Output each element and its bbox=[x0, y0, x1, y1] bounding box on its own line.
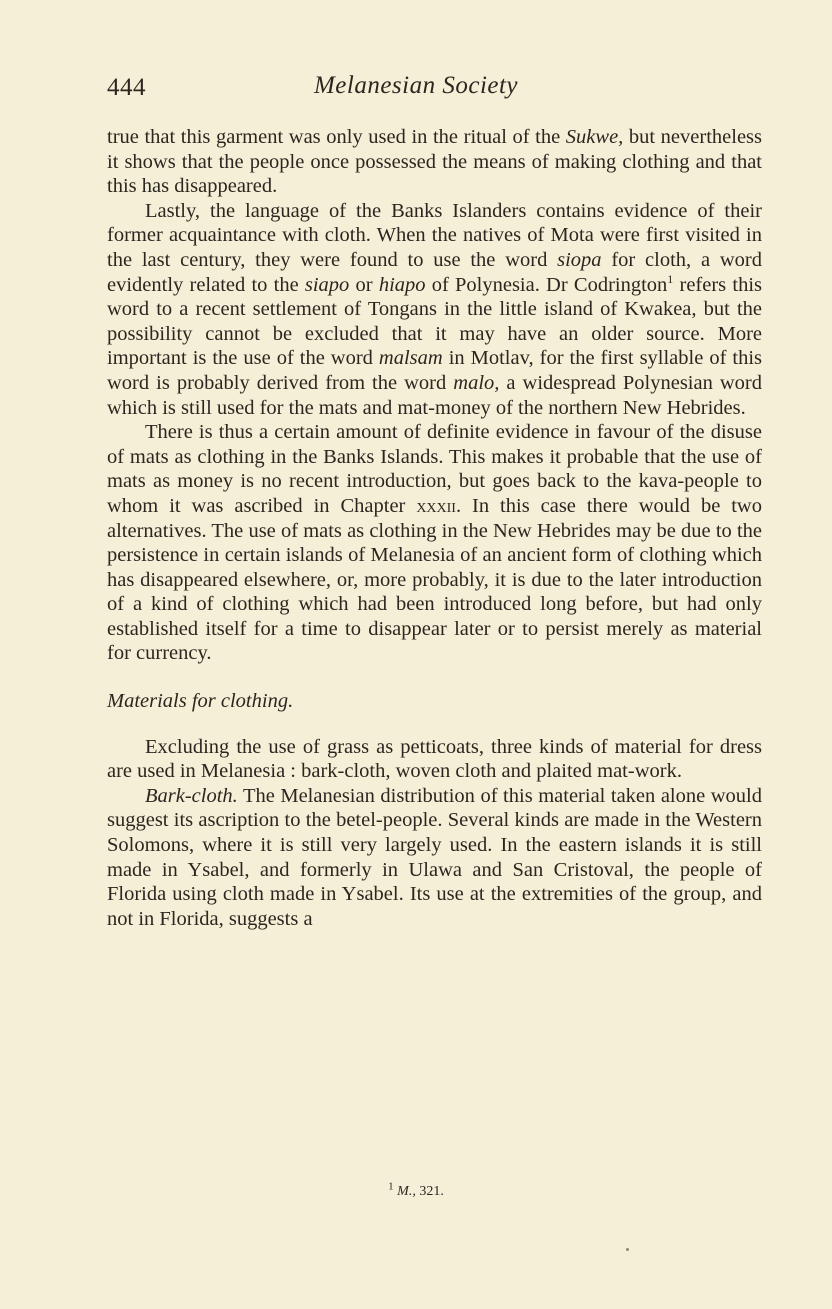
body-text bbox=[107, 125, 762, 931]
running-head: Melanesian Society bbox=[313, 72, 519, 99]
footnote-marker: 1 bbox=[667, 271, 674, 286]
page-number: 444 bbox=[107, 74, 146, 101]
footnote: $^1$ M., 321. bbox=[388, 1180, 444, 1199]
page-header bbox=[107, 70, 725, 110]
section-heading: Materials for clothing. bbox=[107, 690, 294, 713]
paragraph: Bark-cloth. The Melanesian distribution of this material taken alone would suggest its ascription to the betel-people. Several kinds are made in the Western Solomons, where it is still very largely used. In the eastern islands it is still made in Ysabel, and formerly in Ulawa and San Cristoval, the people of Florida using cloth made in Ysabel. Its use at the extremities of the group, and not in Florida, suggests a bbox=[107, 784, 762, 930]
paragraph: Lastly, the language of the Banks Islanders contains evidence of their former acquaintance with cloth. When the natives of Mota were first visited in the last century, they were found to use the word siopa for cloth, a word evidently related to the siapo or hiapo of Polynesia. Dr Codrington$^1$ refers this word to a recent settlement of Tongans in the little island of Kwakea, but the possibility cannot be excluded that it may have an older source. More important is the use of the word malsam in Motlav, for the first syllable of this word is probably derived from the word malo, a widespread Polynesian word which is still used for the mats and mat-money of the northern New Hebrides. bbox=[107, 199, 762, 419]
paragraph: There is thus a certain amount of definite evidence in favour of the disuse of mats as clothing in the Banks Islands. This makes it probable that the use of mats as money is no recent introduction, but goes back to the kava-people to whom it was ascribed in Chapter xxxii. In this case there would be two alternatives. The use of mats as clothing in the New Hebrides may be due to the persistence in certain islands of Melanesia of an ancient form of clothing which has disappeared elsewhere, or, more probably, it is due to the later introduction of a kind of clothing which had been introduced long before, but had only established itself for a time to disappear later or to persist merely as material for currency. bbox=[107, 421, 762, 665]
paragraph: Excluding the use of grass as petticoats, three kinds of material for dress are used in Melanesia : bark-cloth, woven cloth and plaited mat-work. bbox=[107, 735, 762, 783]
paragraph: true that this garment was only used in the ritual of the Sukwe, but nevertheless it shows that the people once possessed the means of making clothing and that this has disappeared. bbox=[107, 126, 762, 198]
paper-speck bbox=[626, 1248, 629, 1251]
